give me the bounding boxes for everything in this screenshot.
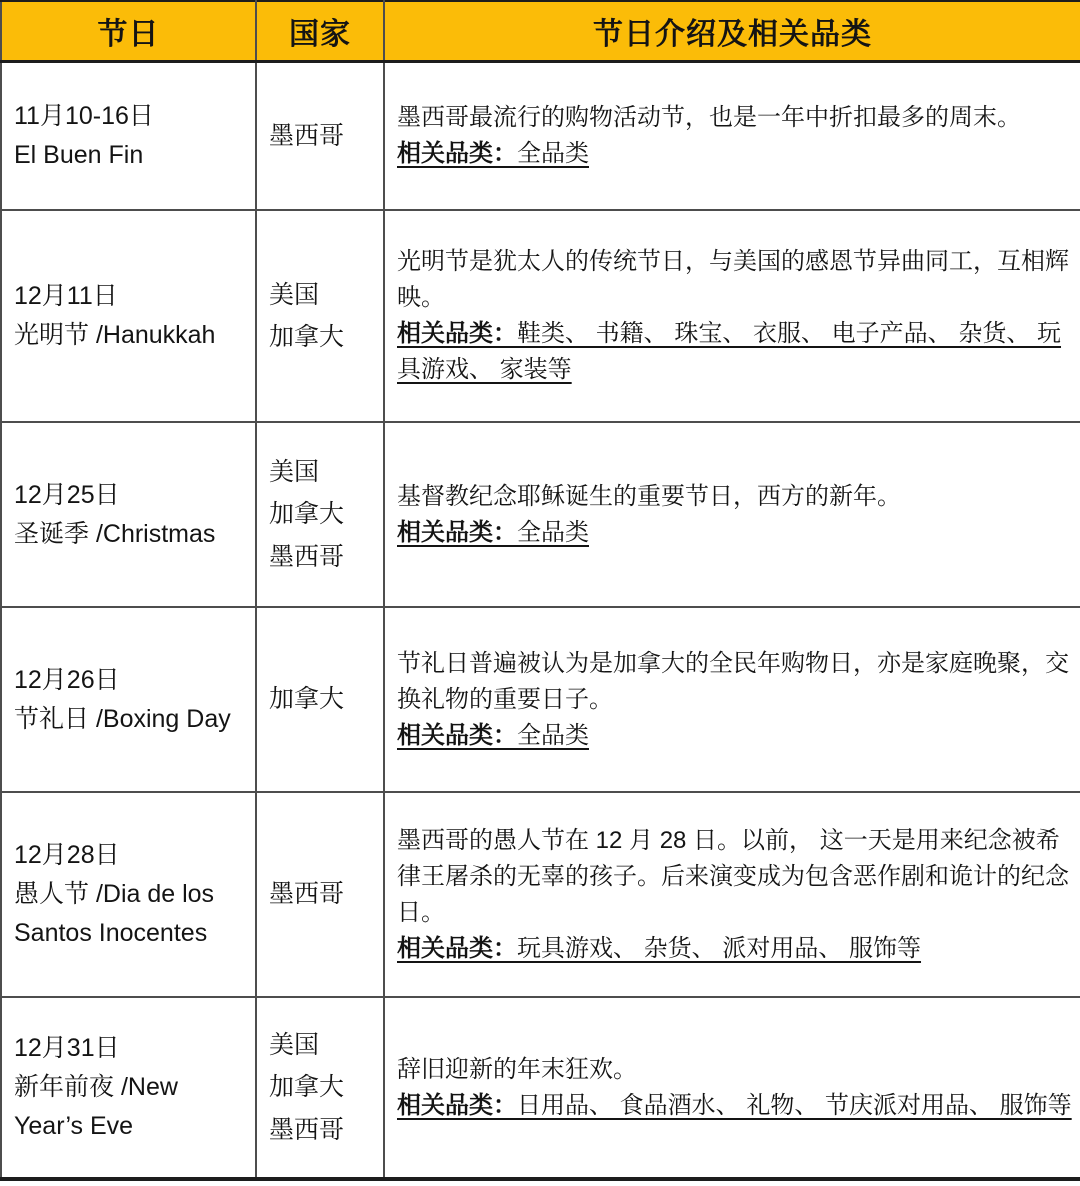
description-cell [384, 792, 1080, 997]
table-row [1, 210, 1080, 422]
description-cell [384, 422, 1080, 607]
holiday-name: 节礼日 /Boxing Day [14, 704, 231, 733]
holiday-date: 12月28日 [14, 841, 120, 870]
related-categories-list: 全品类 [517, 721, 589, 749]
country-cell [256, 997, 384, 1179]
related-categories-label: 相关品类： [397, 934, 517, 962]
country-name: 美国 [269, 1030, 320, 1059]
country-name: 墨西哥 [269, 121, 345, 150]
holiday-cell [1, 210, 256, 422]
description-cell [384, 61, 1080, 210]
country-name: 墨西哥 [269, 880, 345, 909]
holiday-date: 12月26日 [14, 665, 120, 694]
table-row [1, 997, 1080, 1179]
table-row [1, 607, 1080, 792]
related-categories-label: 相关品类： [397, 139, 517, 167]
country-cell [256, 210, 384, 422]
holiday-date: 12月11日 [14, 282, 118, 311]
country-name: 加拿大 [269, 685, 345, 714]
related-categories-list: 日用品、 食品酒水、 礼物、 节庆派对用品、 服饰等 [517, 1091, 1072, 1119]
country-name: 美国 [269, 280, 320, 309]
holiday-cell [1, 607, 256, 792]
country-cell [256, 607, 384, 792]
related-categories-list: 鞋类、 书籍、 珠宝、 衣服、 电子产品、 杂货、 玩具游戏、 家装等 [397, 320, 1062, 383]
header-description: 节日介绍及相关品类 [384, 1, 1080, 61]
holiday-name: 光明节 /Hanukkah [14, 321, 216, 349]
holiday-date: 12月31日 [14, 1034, 120, 1063]
holiday-cell [1, 997, 256, 1179]
holiday-date: 12月25日 [14, 480, 120, 509]
header-country: 国家 [256, 1, 384, 61]
related-categories-list: 玩具游戏、 杂货、 派对用品、 服饰等 [517, 934, 922, 962]
table-body [1, 61, 1080, 1179]
country-name: 加拿大 [269, 500, 345, 529]
country-name: 加拿大 [269, 1073, 345, 1102]
country-name: 墨西哥 [269, 1115, 345, 1144]
country-name: 加拿大 [269, 323, 345, 351]
holiday-description: 墨西哥最流行的购物活动节，也是一年中折扣最多的周末。 [397, 103, 1021, 131]
table-row [1, 422, 1080, 607]
related-categories [397, 515, 1074, 551]
holiday-cell [1, 792, 256, 997]
related-categories-label: 相关品类： [397, 721, 517, 749]
holiday-description: 辞旧迎新的年末狂欢。 [397, 1055, 637, 1083]
description-cell [384, 210, 1080, 422]
holiday-description: 节礼日普遍被认为是加拿大的全民年购物日，亦是家庭晚聚，交换礼物的重要日子。 [397, 649, 1069, 713]
related-categories-list: 全品类 [517, 139, 589, 167]
holiday-cell [1, 422, 256, 607]
related-categories [397, 136, 1074, 172]
country-name: 墨西哥 [269, 542, 345, 571]
related-categories [397, 1088, 1074, 1124]
related-categories-label: 相关品类： [397, 1091, 517, 1119]
holiday-cell [1, 61, 256, 210]
related-categories-label: 相关品类： [397, 320, 517, 347]
country-name: 美国 [269, 457, 320, 486]
holiday-description: 墨西哥的愚人节在 12 月 28 日。以前， 这一天是用来纪念被希律王屠杀的无辜的孩子。后来演变成为包含恶作剧和诡计的纪念日。 [397, 826, 1069, 926]
header-row [1, 1, 1080, 61]
table-row [1, 792, 1080, 997]
country-cell [256, 422, 384, 607]
related-categories-list: 全品类 [517, 518, 589, 546]
related-categories [397, 931, 1074, 967]
holiday-description: 基督教纪念耶稣诞生的重要节日，西方的新年。 [397, 482, 901, 510]
related-categories [397, 718, 1074, 754]
holiday-description: 光明节是犹太人的传统节日，与美国的感恩节异曲同工，互相辉映。 [397, 248, 1069, 311]
holiday-name: 愚人节 /Dia de los Santos Inocentes [14, 880, 215, 947]
holiday-date: 11月10-16日 [14, 102, 154, 130]
related-categories-label: 相关品类： [397, 518, 517, 546]
description-cell [384, 997, 1080, 1179]
country-cell [256, 792, 384, 997]
table-row [1, 61, 1080, 210]
holiday-name: El Buen Fin [14, 140, 144, 169]
related-categories [397, 316, 1074, 388]
holiday-name: 新年前夜 /New Year’s Eve [14, 1073, 178, 1140]
holiday-name: 圣诞季 /Christmas [14, 519, 216, 548]
header-holiday: 节日 [1, 1, 256, 61]
description-cell [384, 607, 1080, 792]
country-cell [256, 61, 384, 210]
